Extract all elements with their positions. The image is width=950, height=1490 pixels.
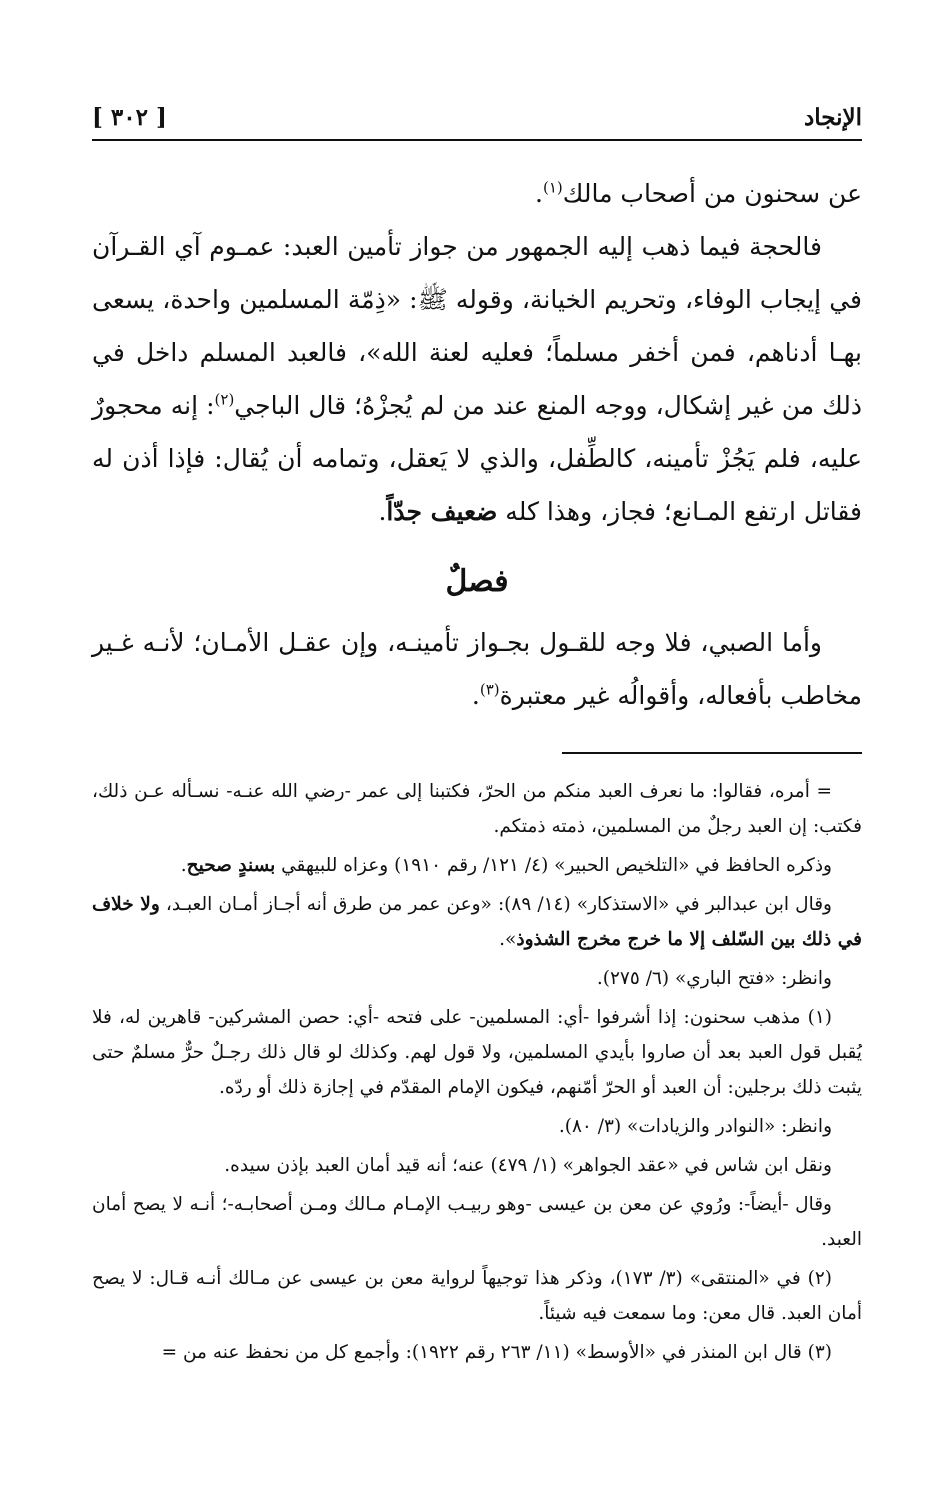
footnote-continued-b-bold: بسندٍ صحيح — [186, 855, 276, 876]
footnote-ref-1[interactable]: (١) — [543, 178, 563, 197]
section-heading: فصلٌ — [445, 564, 509, 599]
footnote-ref-2[interactable]: (٢) — [214, 390, 235, 409]
footnote-continued-b-text: وذكره الحافظ في «التلخيص الحبير» (٤/ ١٢١/ رقم ١٩١٠) وعزاه للبيهقي — [275, 855, 832, 876]
footnote-continued-c-end: ». — [499, 929, 517, 950]
footnote-1: (١) مذهب سحنون: إذا أشرفوا -أي: المسلمين- على فتحه -أي: حصن المشركين- قاهرين له، فلا يُقبل قول العبد بعد أن صاروا بأيدي المسلمين، ولا قول لهم. وكذلك لو قال ذلك رجـلٌ حرٌّ مسلمٌ حتى يثبت ذلك برجلين: أن العبد أو الحرّ أمّنهم، فيكون الإمام المقدّم في إجازة ذلك أو ردّه. — [92, 1007, 862, 1098]
footnote-continued-b — [92, 848, 862, 883]
paragraph-2-part-1: فالحجة فيما ذهب إليه الجمهور من جواز تأمين العبد: عمـوم آي القـرآن في إيجاب الوفاء، وتحريم الخيانة، وقوله ﷺ: «ذِمّة المسلمين واحدة، يسعى بهـا أدناهم، فمن أخفر مسلماً؛ فعليه لعنة الله»، فالعبد المسلم داخل في ذلك من غير إشكال، ووجه المنع عند من لم يُجزْهُ؛ قال الباجي — [92, 232, 862, 420]
footnote-1-b: وانظر: «النوادر والزيادات» (٣/ ٨٠). — [558, 1116, 832, 1137]
page-number: [ ٣٠٢ ] — [92, 104, 167, 131]
paragraph-2 — [92, 220, 862, 538]
footnote-3: (٣) قال ابن المنذر في «الأوسط» (١١/ ٢٦٣ رقم ١٩٢٢): وأجمع كل من نحفظ عنه من = — [161, 1342, 832, 1363]
footnote-continued-c-text: وقال ابن عبدالبر في «الاستذكار» (١٤/ ٨٩): «وعن عمر من طرق أنه أجـاز أمـان العبـد، — [159, 894, 832, 915]
emphasis-weak: ضعيف جدّاً — [386, 497, 498, 526]
footnote-continued-d: وانظر: «فتح الباري» (٦/ ٢٧٥). — [596, 968, 832, 989]
footnotes — [92, 774, 862, 1370]
paragraph-3 — [92, 616, 862, 722]
book-page — [92, 104, 862, 1374]
footnote-ref-3[interactable]: (٣) — [479, 680, 500, 699]
footnote-continued-c-bold: ولا خلاف في ذلك بين السّلف إلا ما خرج مخرج الشذوذ — [92, 894, 862, 950]
paragraph-3-end: . — [471, 681, 480, 710]
paragraph-1 — [92, 167, 862, 220]
paragraph-1-end: . — [535, 179, 543, 208]
footnote-continued-a: = أمره، فقالوا: ما نعرف العبد منكم من الحرّ، فكتبنا إلى عمر -رضي الله عنـه- نسـأله عـن ذلك، فكتب: إن العبد رجلٌ من المسلمين، ذمته ذمتكم. — [92, 781, 862, 837]
footnote-1-c: ونقل ابن شاس في «عقد الجواهر» (١/ ٤٧٩) عنه؛ أنه قيد أمان العبد بإذن سيده. — [224, 1155, 832, 1176]
paragraph-3-text: وأما الصبي، فلا وجه للقـول بجـواز تأمينـه، وإن عقـل الأمـان؛ لأنـه غـير مخاطب بأفعاله، وأقوالُه غير معتبرة — [92, 628, 862, 710]
paragraph-2-end: . — [378, 497, 387, 526]
footnote-1-d: وقال -أيضاً-: ورُوي عن معن بن عيسى -وهو ربيـب الإمـام مـالك ومـن أصحابـه-؛ أنـه لا يصح أمان العبد. — [92, 1194, 862, 1250]
footnote-separator — [562, 752, 862, 754]
paragraph-2-part-2: : إنه محجورٌ عليه، فلم يَجُزْ تأمينه، كالطِّفل، والذي لا يَعقل، وتمامه أن يُقال: فإذا أذن له فقاتل ارتفع المـانع؛ فجاز، وهذا كله — [92, 391, 862, 526]
paragraph-1-text: عن سحنون من أصحاب مالك — [562, 179, 862, 208]
footnote-continued-b-end: . — [180, 855, 187, 876]
footnote-continued-c — [92, 887, 862, 957]
book-title: الإنجاد — [803, 104, 862, 131]
footnote-2: (٢) في «المنتقى» (٣/ ١٧٣)، وذكر هذا توجيهاً لرواية معن بن عيسى عن مـالك أنـه قـال: لا يصح أمان العبد. قال معن: وما سمعت فيه شيئاً. — [92, 1268, 862, 1324]
main-text — [92, 167, 862, 722]
page-header — [92, 104, 862, 141]
